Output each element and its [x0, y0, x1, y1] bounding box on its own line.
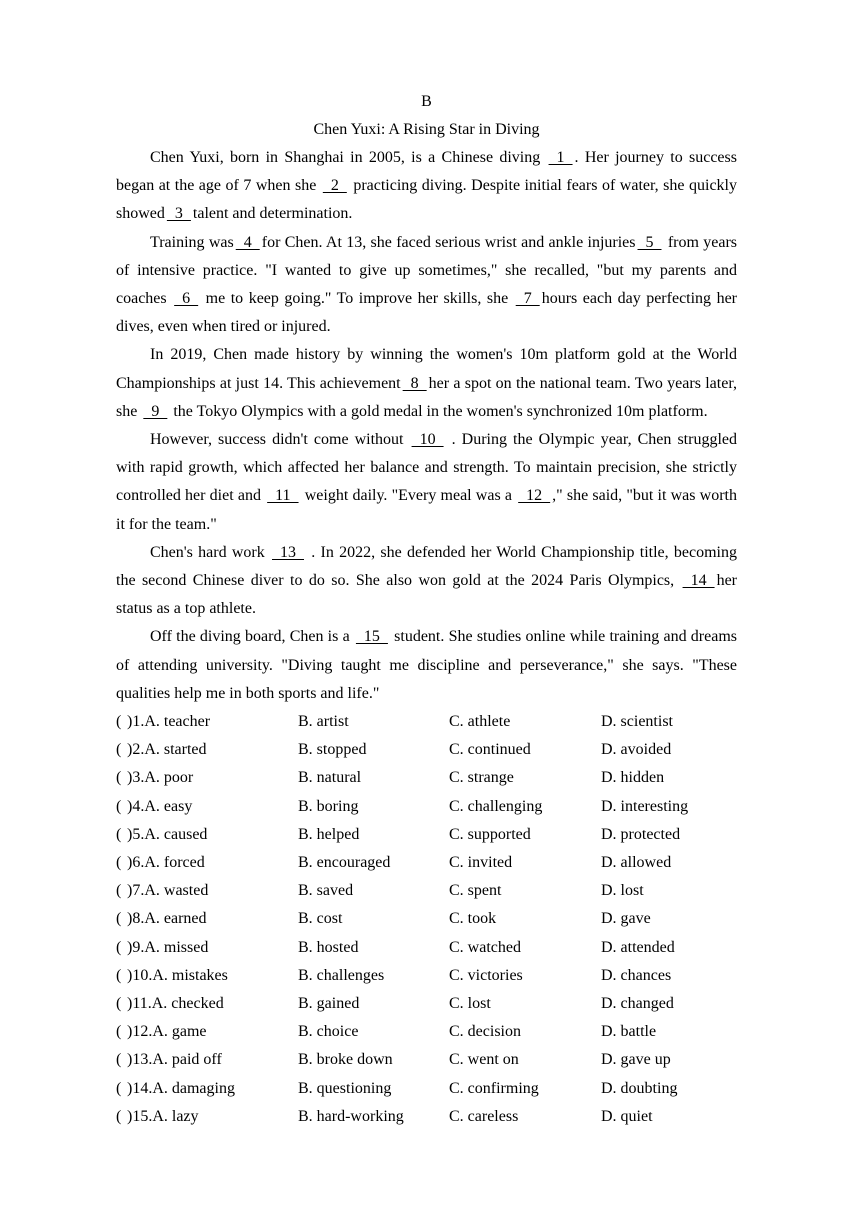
option-a: )3.A. poor [127, 769, 194, 787]
answer-paren: ( [116, 1107, 122, 1125]
option-a: )5.A. caused [127, 825, 208, 843]
option-b: B. natural [298, 769, 362, 787]
passage-text: . During the Olympic year, Chen struggled with rapid growth, which affected her balance and strength. To maintain precision, she strictly controlled her diet and [116, 431, 738, 505]
blank-15: 15 [355, 628, 388, 646]
question-row [116, 962, 737, 990]
option-d: D. doubting [601, 1079, 678, 1097]
blank-11: 11 [267, 487, 299, 505]
passage-text: from years of intensive practice. "I wanted to give up sometimes," she recalled, "but my parents and coaches [116, 233, 737, 308]
blank-7: 7 [515, 290, 540, 308]
option-d: D. gave [601, 910, 651, 928]
blank-9: 9 [143, 402, 168, 420]
option-d: D. battle [601, 1023, 657, 1041]
answer-paren: ( [116, 825, 122, 843]
answer-paren: ( [116, 741, 122, 759]
question-row [116, 736, 737, 764]
option-d: D. allowed [601, 854, 672, 871]
option-c: C. victories [449, 966, 523, 984]
option-d: D. protected [601, 825, 681, 843]
option-b: B. choice [298, 1023, 359, 1041]
option-b: B. questioning [298, 1079, 392, 1097]
passage-paragraph [116, 229, 737, 342]
answer-paren: ( [116, 1023, 122, 1041]
option-b: B. gained [298, 994, 360, 1012]
document-page [116, 88, 737, 1131]
option-a: )2.A. started [127, 741, 207, 759]
passage-paragraph [116, 623, 737, 708]
option-c: C. invited [449, 854, 513, 871]
passage-text: student. She studies online while training and dreams of attending university. "Diving taught me discipline and perseverance," she says. "These qualities help me in both sports and life." [116, 628, 737, 702]
answer-paren: ( [116, 910, 122, 928]
blank-10: 10 [411, 431, 444, 449]
blank-12: 12 [518, 487, 551, 505]
passage-text: . Her journey to success began at the age of 7 when she [116, 149, 737, 195]
passage-text: for Chen. At 13, she faced serious wrist and ankle injuries [261, 233, 636, 251]
option-a: )10.A. mistakes [127, 966, 228, 984]
option-c: C. continued [449, 741, 531, 759]
passage-body [116, 144, 737, 708]
passage-text: hours each day perfecting her dives, even when tired or injured. [116, 290, 737, 336]
passage-text: ," she said, "but it was worth it for the team." [116, 487, 738, 533]
answer-paren: ( [116, 769, 122, 787]
option-c: C. careless [449, 1107, 519, 1125]
option-d: D. attended [601, 938, 675, 956]
passage-text: In 2019, Chen made history by winning the women's 10m platform gold at the World Championships at just 14. This achievement [116, 346, 737, 392]
option-b: B. cost [298, 910, 343, 928]
option-a: )6.A. forced [127, 854, 205, 871]
passage-text: . In 2022, she defended her World Championship title, becoming the second Chinese diver to do so. She also won gold at the 2024 Paris Olympics, [116, 543, 737, 590]
passage-text: practicing diving. Despite initial fears of water, she quickly showed [116, 177, 737, 223]
question-list [116, 708, 737, 1131]
blank-14: 14 [682, 572, 715, 590]
option-b: B. broke down [298, 1051, 393, 1069]
answer-paren: ( [116, 797, 122, 815]
option-d: D. hidden [601, 769, 665, 787]
blank-13: 13 [272, 543, 304, 561]
answer-paren: ( [116, 1079, 122, 1097]
option-b: B. boring [298, 797, 359, 815]
option-b: B. hard-working [298, 1107, 404, 1125]
answer-paren: ( [116, 938, 122, 956]
option-a: )13.A. paid off [127, 1051, 222, 1069]
option-a: )15.A. lazy [127, 1107, 199, 1125]
option-a: )11.A. checked [127, 994, 224, 1012]
option-c: C. challenging [449, 797, 543, 815]
option-c: C. watched [449, 938, 521, 956]
passage-text: her a spot on the national team. Two years later, she [116, 374, 738, 420]
option-d: D. quiet [601, 1107, 653, 1125]
option-c: C. supported [449, 825, 531, 843]
question-row [116, 1103, 737, 1131]
option-d: D. lost [601, 882, 644, 900]
question-row [116, 877, 737, 905]
option-b: B. helped [298, 825, 360, 843]
option-d: D. scientist [601, 713, 673, 731]
option-d: D. avoided [601, 741, 672, 759]
blank-2: 2 [322, 177, 347, 195]
passage-text: weight daily. "Every meal was a [300, 487, 517, 505]
passage-text: her status as a top athlete. [116, 572, 737, 618]
passage-text: me to keep going." To improve her skills, she [200, 290, 514, 308]
option-b: B. encouraged [298, 854, 391, 871]
passage-text: the Tokyo Olympics with a gold medal in the women's synchronized 10m platform. [169, 402, 708, 420]
blank-4: 4 [235, 233, 260, 251]
passage-text: Chen Yuxi, born in Shanghai in 2005, is a Chinese diving [150, 149, 547, 166]
answer-paren: ( [116, 854, 122, 871]
option-a: )1.A. teacher [127, 713, 211, 731]
question-row [116, 708, 737, 736]
answer-paren: ( [116, 882, 122, 900]
answer-paren: ( [116, 966, 122, 984]
question-row [116, 821, 737, 849]
option-b: B. saved [298, 882, 354, 900]
passage-text: Off the diving board, Chen is a [150, 628, 354, 646]
option-c: C. decision [449, 1023, 521, 1041]
option-a: )12.A. game [127, 1023, 207, 1041]
option-c: C. spent [449, 882, 502, 900]
question-row [116, 1046, 737, 1074]
option-c: C. lost [449, 994, 491, 1012]
option-c: C. went on [449, 1051, 519, 1069]
option-a: )14.A. damaging [127, 1079, 235, 1097]
question-row [116, 990, 737, 1018]
question-row [116, 1075, 737, 1103]
passage-text: Chen's hard work [150, 543, 270, 561]
blank-5: 5 [637, 233, 662, 251]
section-label: B [421, 93, 432, 110]
option-d: D. chances [601, 966, 672, 984]
question-row [116, 793, 737, 821]
option-a: )8.A. earned [127, 910, 207, 928]
option-c: C. took [449, 910, 497, 928]
passage-text: talent and determination. [192, 205, 353, 223]
option-c: C. strange [449, 769, 514, 787]
option-a: )4.A. easy [127, 797, 193, 815]
answer-paren: ( [116, 994, 122, 1012]
option-d: D. gave up [601, 1051, 671, 1069]
option-d: D. interesting [601, 797, 689, 815]
passage-paragraph [116, 426, 737, 539]
passage-paragraph [116, 539, 737, 624]
question-row [116, 764, 737, 792]
question-row [116, 849, 737, 877]
option-b: B. hosted [298, 938, 359, 956]
blank-3: 3 [166, 205, 191, 223]
question-row [116, 934, 737, 962]
option-b: B. challenges [298, 966, 385, 984]
answer-paren: ( [116, 1051, 122, 1069]
option-a: )7.A. wasted [127, 882, 209, 900]
answer-paren: ( [116, 713, 122, 731]
option-b: B. stopped [298, 741, 367, 759]
blank-8: 8 [402, 374, 427, 392]
question-row [116, 1018, 737, 1046]
question-row [116, 905, 737, 933]
option-a: )9.A. missed [127, 938, 209, 956]
option-d: D. changed [601, 994, 674, 1012]
blank-6: 6 [174, 290, 199, 308]
option-c: C. athlete [449, 713, 511, 731]
passage-paragraph [116, 144, 737, 229]
passage-paragraph [116, 341, 737, 426]
passage-text: Training was [150, 233, 234, 251]
blank-1: 1 [548, 149, 573, 166]
passage-title: Chen Yuxi: A Rising Star in Diving [313, 121, 540, 138]
passage-text: However, success didn't come without [150, 431, 410, 449]
option-c: C. confirming [449, 1079, 539, 1097]
option-b: B. artist [298, 713, 349, 731]
